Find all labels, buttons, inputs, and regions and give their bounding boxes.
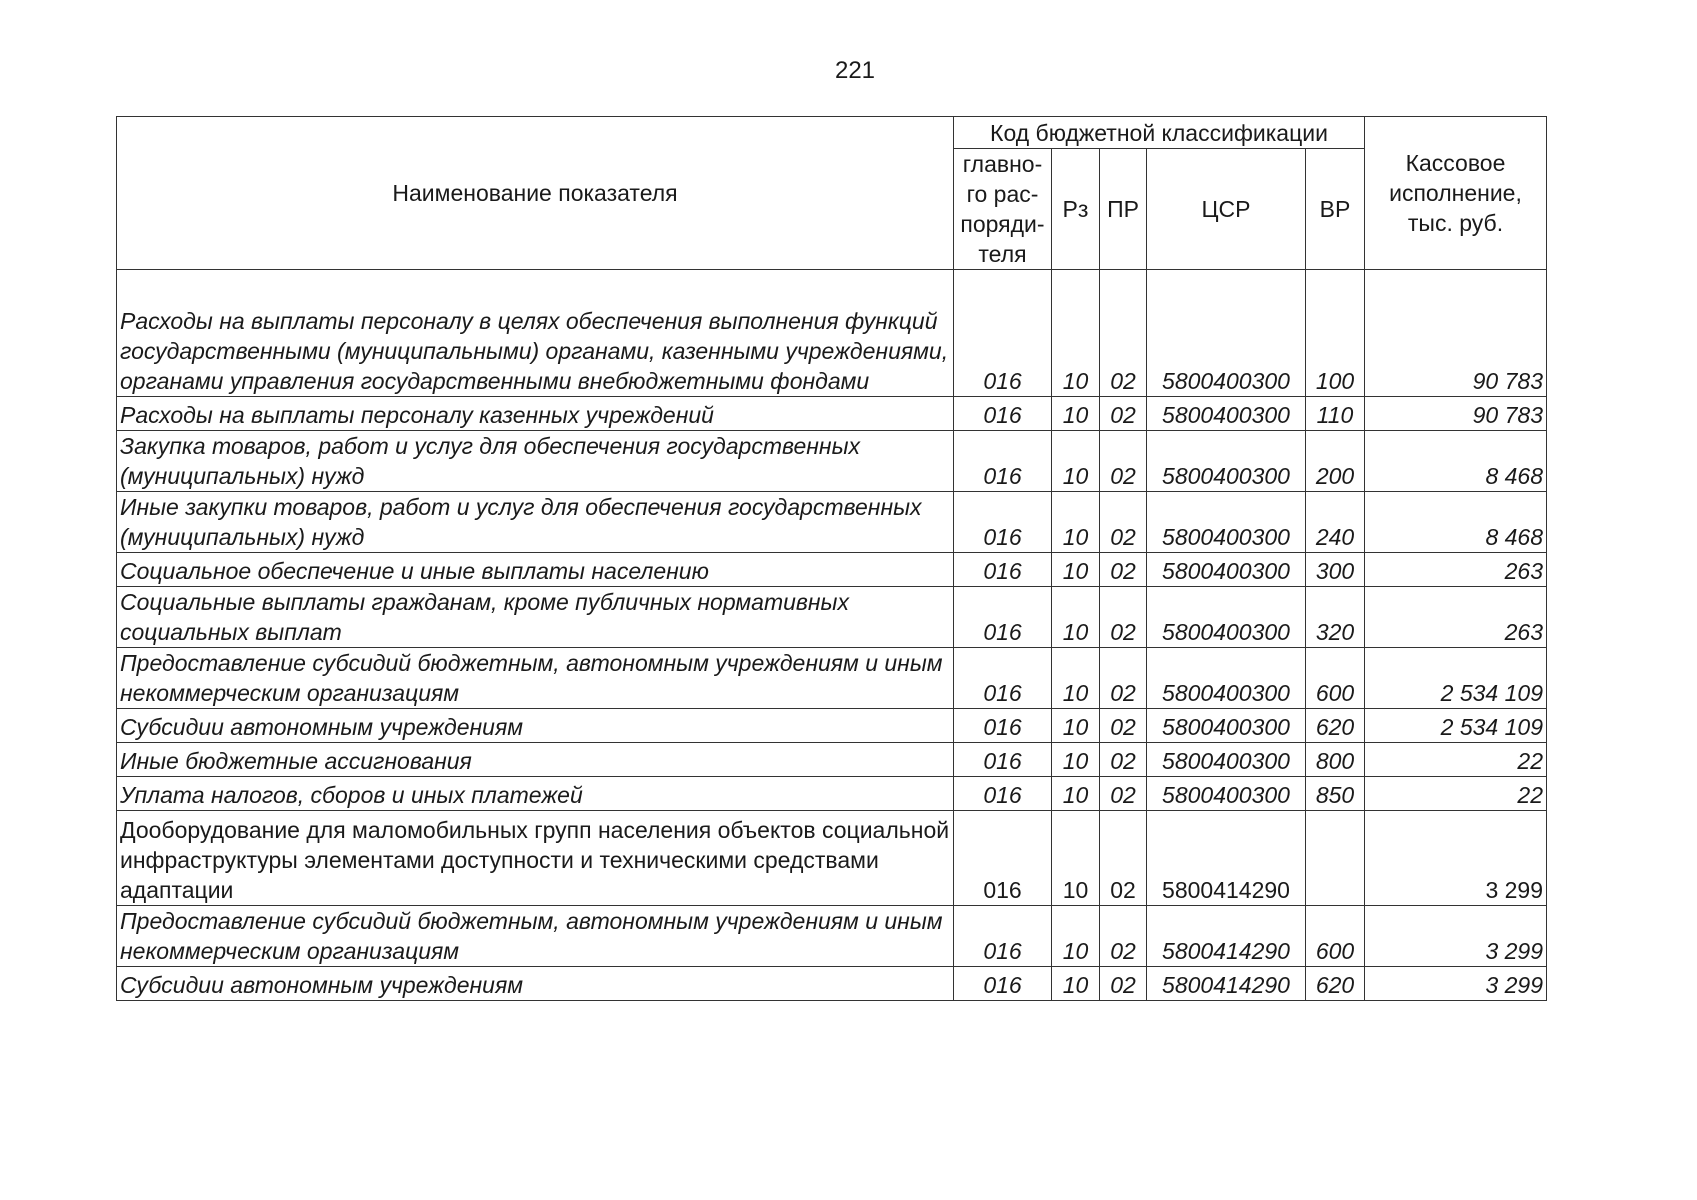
row-rz: 10 — [1052, 553, 1100, 587]
row-vr: 200 — [1306, 431, 1365, 492]
budget-table — [116, 116, 1547, 1001]
row-pr: 02 — [1100, 397, 1147, 431]
row-csr: 5800414290 — [1147, 967, 1306, 1001]
row-glav: 016 — [954, 553, 1052, 587]
row-name: Социальное обеспечение и иные выплаты населению — [117, 553, 954, 587]
table-row — [117, 397, 1547, 431]
page-number: 221 — [834, 57, 876, 84]
row-csr: 5800400300 — [1147, 270, 1306, 397]
row-amount: 8 468 — [1365, 492, 1547, 553]
row-vr: 600 — [1306, 906, 1365, 967]
row-pr: 02 — [1100, 270, 1147, 397]
row-pr: 02 — [1100, 906, 1147, 967]
row-csr: 5800414290 — [1147, 906, 1306, 967]
row-vr: 600 — [1306, 648, 1365, 709]
row-rz: 10 — [1052, 492, 1100, 553]
row-csr: 5800400300 — [1147, 648, 1306, 709]
header-vr: ВР — [1306, 149, 1365, 270]
row-csr: 5800400300 — [1147, 431, 1306, 492]
row-glav: 016 — [954, 270, 1052, 397]
row-amount: 90 783 — [1365, 270, 1547, 397]
row-rz: 10 — [1052, 709, 1100, 743]
header-csr: ЦСР — [1147, 149, 1306, 270]
row-pr: 02 — [1100, 431, 1147, 492]
row-vr: 320 — [1306, 587, 1365, 648]
row-vr: 100 — [1306, 270, 1365, 397]
row-rz: 10 — [1052, 648, 1100, 709]
row-glav: 016 — [954, 906, 1052, 967]
table-row — [117, 777, 1547, 811]
row-amount: 263 — [1365, 553, 1547, 587]
row-name: Расходы на выплаты персоналу казенных учреждений — [117, 397, 954, 431]
row-glav: 016 — [954, 967, 1052, 1001]
row-name: Субсидии автономным учреждениям — [117, 709, 954, 743]
row-name: Уплата налогов, сборов и иных платежей — [117, 777, 954, 811]
row-csr: 5800400300 — [1147, 553, 1306, 587]
header-code-group: Код бюджетной классификации — [954, 117, 1365, 149]
row-csr: 5800414290 — [1147, 811, 1306, 906]
row-name: Предоставление субсидий бюджетным, автономным учреждениям и иным некоммерческим организациям — [117, 906, 954, 967]
row-vr: 850 — [1306, 777, 1365, 811]
row-name: Иные закупки товаров, работ и услуг для обеспечения государственных (муниципальных) нужд — [117, 492, 954, 553]
row-pr: 02 — [1100, 743, 1147, 777]
row-csr: 5800400300 — [1147, 777, 1306, 811]
row-rz: 10 — [1052, 811, 1100, 906]
table-row — [117, 492, 1547, 553]
header-amount: Кассовое исполнение, тыс. руб. — [1365, 117, 1547, 270]
row-amount: 22 — [1365, 777, 1547, 811]
row-pr: 02 — [1100, 587, 1147, 648]
row-amount: 263 — [1365, 587, 1547, 648]
header-glav: главно-го рас-поряди-теля — [954, 149, 1052, 270]
row-glav: 016 — [954, 709, 1052, 743]
row-amount: 22 — [1365, 743, 1547, 777]
row-glav: 016 — [954, 743, 1052, 777]
row-pr: 02 — [1100, 709, 1147, 743]
row-pr: 02 — [1100, 811, 1147, 906]
row-rz: 10 — [1052, 431, 1100, 492]
table-row — [117, 811, 1547, 906]
row-vr: 300 — [1306, 553, 1365, 587]
row-rz: 10 — [1052, 743, 1100, 777]
row-name: Иные бюджетные ассигнования — [117, 743, 954, 777]
header-pr: ПР — [1100, 149, 1147, 270]
row-rz: 10 — [1052, 777, 1100, 811]
table-row — [117, 553, 1547, 587]
row-glav: 016 — [954, 431, 1052, 492]
table-row — [117, 431, 1547, 492]
row-name: Предоставление субсидий бюджетным, автономным учреждениям и иным некоммерческим организациям — [117, 648, 954, 709]
row-glav: 016 — [954, 811, 1052, 906]
row-vr — [1306, 811, 1365, 906]
row-amount: 3 299 — [1365, 967, 1547, 1001]
row-csr: 5800400300 — [1147, 743, 1306, 777]
row-rz: 10 — [1052, 587, 1100, 648]
header-rz: Рз — [1052, 149, 1100, 270]
row-vr: 110 — [1306, 397, 1365, 431]
row-rz: 10 — [1052, 906, 1100, 967]
row-rz: 10 — [1052, 397, 1100, 431]
row-csr: 5800400300 — [1147, 587, 1306, 648]
table-row — [117, 709, 1547, 743]
row-pr: 02 — [1100, 777, 1147, 811]
row-rz: 10 — [1052, 967, 1100, 1001]
row-csr: 5800400300 — [1147, 397, 1306, 431]
table-row — [117, 648, 1547, 709]
row-pr: 02 — [1100, 553, 1147, 587]
row-glav: 016 — [954, 492, 1052, 553]
row-glav: 016 — [954, 648, 1052, 709]
row-amount: 8 468 — [1365, 431, 1547, 492]
row-pr: 02 — [1100, 967, 1147, 1001]
row-glav: 016 — [954, 587, 1052, 648]
row-name: Закупка товаров, работ и услуг для обеспечения государственных (муниципальных) нужд — [117, 431, 954, 492]
row-vr: 800 — [1306, 743, 1365, 777]
table-body — [117, 270, 1547, 1001]
row-amount: 90 783 — [1365, 397, 1547, 431]
row-amount: 2 534 109 — [1365, 709, 1547, 743]
row-name: Дооборудование для маломобильных групп населения объектов социальной инфраструктуры элементами доступности и техническими средствами адаптации — [117, 811, 954, 906]
row-rz: 10 — [1052, 270, 1100, 397]
row-name: Социальные выплаты гражданам, кроме публичных нормативных социальных выплат — [117, 587, 954, 648]
table-row — [117, 270, 1547, 397]
table-row — [117, 743, 1547, 777]
header-name: Наименование показателя — [117, 117, 954, 270]
row-csr: 5800400300 — [1147, 492, 1306, 553]
row-glav: 016 — [954, 397, 1052, 431]
row-glav: 016 — [954, 777, 1052, 811]
row-amount: 3 299 — [1365, 906, 1547, 967]
table-row — [117, 587, 1547, 648]
row-pr: 02 — [1100, 648, 1147, 709]
row-pr: 02 — [1100, 492, 1147, 553]
row-name: Расходы на выплаты персоналу в целях обеспечения выполнения функций государственными (муниципальными) органами, казенными учреждениями, органами управления государственными внебюджетными фондами — [117, 270, 954, 397]
row-vr: 620 — [1306, 967, 1365, 1001]
row-csr: 5800400300 — [1147, 709, 1306, 743]
table-row — [117, 906, 1547, 967]
row-amount: 2 534 109 — [1365, 648, 1547, 709]
row-name: Субсидии автономным учреждениям — [117, 967, 954, 1001]
row-vr: 240 — [1306, 492, 1365, 553]
row-amount: 3 299 — [1365, 811, 1547, 906]
row-vr: 620 — [1306, 709, 1365, 743]
table-row — [117, 967, 1547, 1001]
